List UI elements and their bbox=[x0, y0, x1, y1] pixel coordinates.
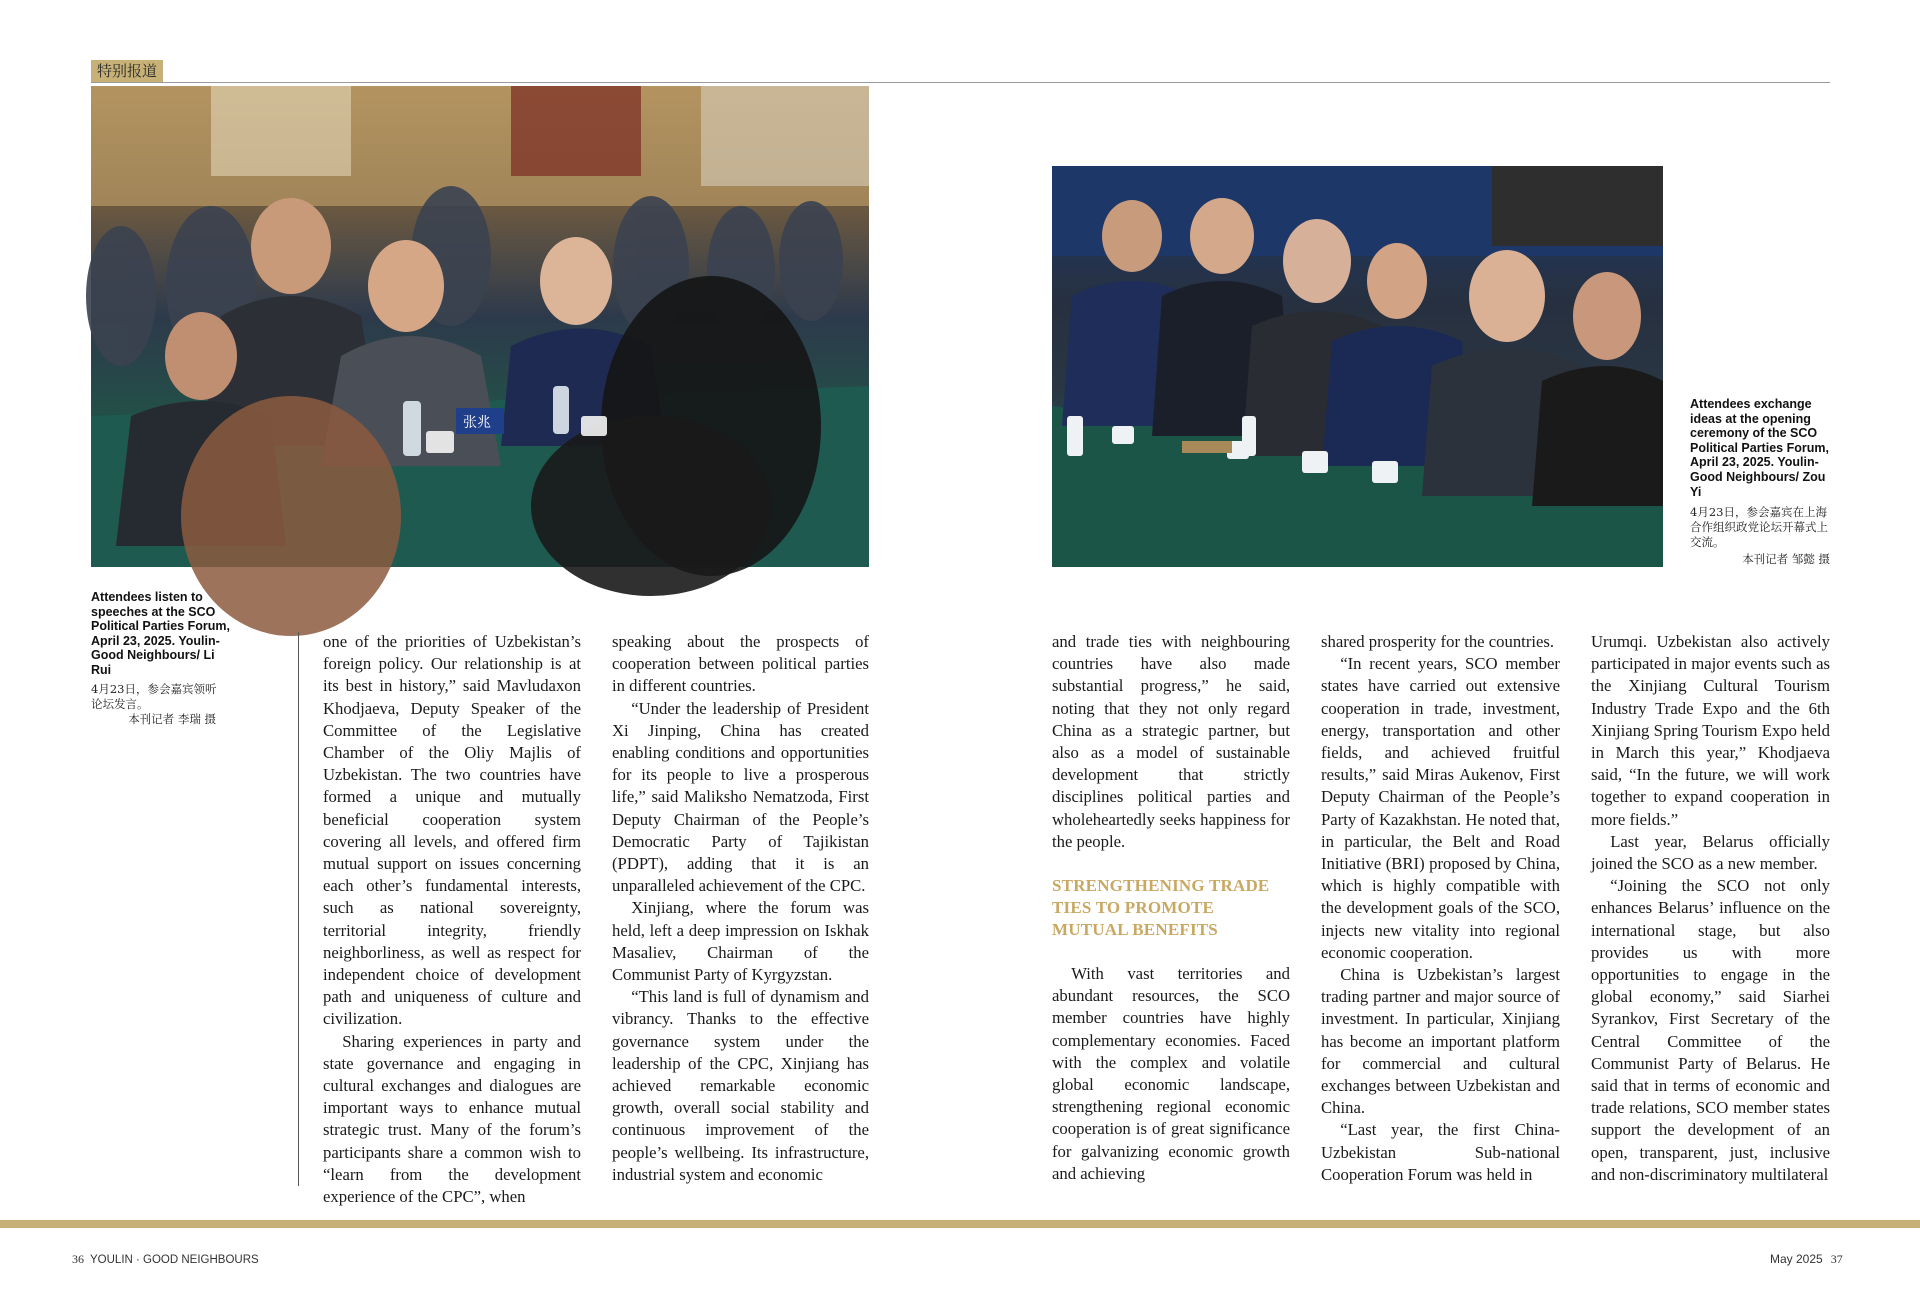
nameplate-text: 张兆 bbox=[463, 415, 491, 431]
page-number-left: 36 bbox=[72, 1252, 84, 1266]
article-column-1 bbox=[323, 631, 581, 1207]
paragraph: one of the priorities of Uzbekistan’s foreign policy. Our relationship is at its best in history,” said Mavludaxon Khodjaeva, Deputy Speaker of the Committee of the Legislative Chamber of the Oliy Majlis of Uzbekistan. The two countries have formed a unique and mutually beneficial cooperation system covering all levels, and offered firm mutual support on issues concerning each other’s fundamental interests, such as national sovereignty, territorial integrity, friendly neighborliness, as well as respect for independent choice of development path and uniqueness of culture and civilization. bbox=[323, 632, 581, 1029]
photo1-caption-cn: 4月23日，参会嘉宾领听论坛发言。 bbox=[91, 682, 217, 711]
article-column-4 bbox=[1321, 631, 1560, 1187]
paragraph: China is Uzbekistan’s largest trading partner and major source of investment. In particular, Xinjiang has become an important platform for commercial and cultural exchanges between Uzbekistan and China. bbox=[1321, 965, 1560, 1118]
header-rule bbox=[91, 82, 1830, 83]
photo2-caption-en: Attendees exchange ideas at the opening ceremony of the SCO Political Parties Forum, April 23, 2025. Youlin-Good Neighbours/ Zou Yi bbox=[1690, 397, 1829, 499]
paragraph: Last year, Belarus officially joined the SCO as a new member. bbox=[1591, 831, 1830, 874]
paragraph: “Joining the SCO not only enhances Belarus’ influence on the international stage, but also provides us with more opportunities to engage in the global economy,” said Siarhei Syrankov, First Secretary of the Central Committee of the Communist Party of Belarus. He said that in terms of economic and trade relations, SCO member states support the development of an open, transparent, just, inclusive and non-discriminatory multilateral bbox=[1591, 876, 1830, 1184]
photo1-credit-cn: 本刊记者 李瑞 摄 bbox=[128, 712, 216, 726]
photo-attendees-listening bbox=[91, 86, 869, 567]
issue-date: May 2025 bbox=[1770, 1252, 1823, 1266]
subheading: STRENGTHENING TRADE TIES TO PROMOTE MUTUAL BENEFITS bbox=[1052, 876, 1270, 940]
paragraph: “Under the leadership of President Xi Jinping, China has created enabling conditions and opportunities for its people to live a prosperous life,” said Maliksho Nematzoda, First Deputy Chairman of the People’s Democratic Party of Tajikistan (PDPT), adding that it is an unparalleled achievement of the CPC. bbox=[612, 698, 869, 896]
page-number-right: 37 bbox=[1830, 1252, 1843, 1266]
photo-attendees-listening-illustration bbox=[91, 86, 869, 567]
magazine-name: YOULIN · GOOD NEIGHBOURS bbox=[90, 1254, 259, 1266]
article-column-3 bbox=[1052, 631, 1290, 1187]
photo-attendees-exchanging bbox=[1052, 166, 1663, 567]
paragraph: “In recent years, SCO member states have carried out extensive cooperation in trade, investment, energy, transportation and other fields, and achieved fruitful results,” said Miras Aukenov, First Deputy Chairman of the People’s Party of Kazakhstan. He noted that, in particular, the Belt and Road Initiative (BRI) proposed by China, which is highly compatible with the development goals of the SCO, injects new vitality into regional economic cooperation. bbox=[1321, 654, 1560, 962]
footer-right bbox=[1770, 1252, 1843, 1267]
photo-attendees-exchanging-illustration bbox=[1052, 166, 1663, 567]
article-column-2 bbox=[612, 631, 869, 1187]
paragraph: With vast territories and abundant resources, the SCO member countries have highly complementary economies. Faced with the complex and volatile global economic landscape, strengthening regional economic cooperation is of great significance for galvanizing economic growth and achieving bbox=[1052, 964, 1290, 1183]
photo2-credit-cn: 本刊记者 邹懿 摄 bbox=[1742, 552, 1830, 566]
paragraph: Sharing experiences in party and state governance and engaging in cultural exchanges and dialogues are important ways to enhance mutual strategic trust. Many of the forum’s participants share a common wish to “learn from the development experience of the CPC”, when bbox=[323, 1031, 581, 1207]
paragraph: “Last year, the first China-Uzbekistan Sub-national Cooperation Forum was held in bbox=[1321, 1120, 1560, 1184]
paragraph: speaking about the prospects of cooperation between political parties in different countries. bbox=[612, 632, 869, 696]
caption-divider bbox=[298, 632, 299, 1186]
photo2-caption-cn: 4月23日，参会嘉宾在上海合作组织政党论坛开幕式上交流。 bbox=[1690, 505, 1828, 549]
paragraph: Urumqi. Uzbekistan also actively participated in major events such as the Xinjiang Cultural Tourism Industry Trade Expo and the 6th Xinjiang Spring Tourism Expo held in March this year,” Khodjaeva said, “In the future, we will work together to expand cooperation in more fields.” bbox=[1591, 632, 1830, 829]
paragraph: Xinjiang, where the forum was held, left a deep impression on Iskhak Masaliev, Chairman of the Communist Party of Kyrgyzstan. bbox=[612, 898, 869, 985]
paragraph: shared prosperity for the countries. bbox=[1321, 632, 1555, 651]
section-tag-cn: 特别报道 bbox=[91, 60, 163, 82]
footer-left bbox=[72, 1252, 259, 1267]
article-column-5 bbox=[1591, 631, 1830, 1187]
footer-band bbox=[0, 1220, 1920, 1228]
photo1-caption-en: Attendees listen to speeches at the SCO Political Parties Forum, April 23, 2025. Youlin-Good Neighbours/ Li Rui bbox=[91, 590, 230, 677]
paragraph: “This land is full of dynamism and vibrancy. Thanks to the effective governance system under the leadership of the CPC, Xinjiang has achieved remarkable economic growth, overall social stability and continuous improvement of the people’s wellbeing. Its infrastructure, industrial system and economic bbox=[612, 987, 869, 1184]
paragraph: and trade ties with neighbouring countries have also made substantial progress,” he said, noting that they not only regard China as a strategic partner, but also as a model of sustainable development that strictly disciplines political parties and wholeheartedly seeks happiness for the people. bbox=[1052, 632, 1290, 851]
